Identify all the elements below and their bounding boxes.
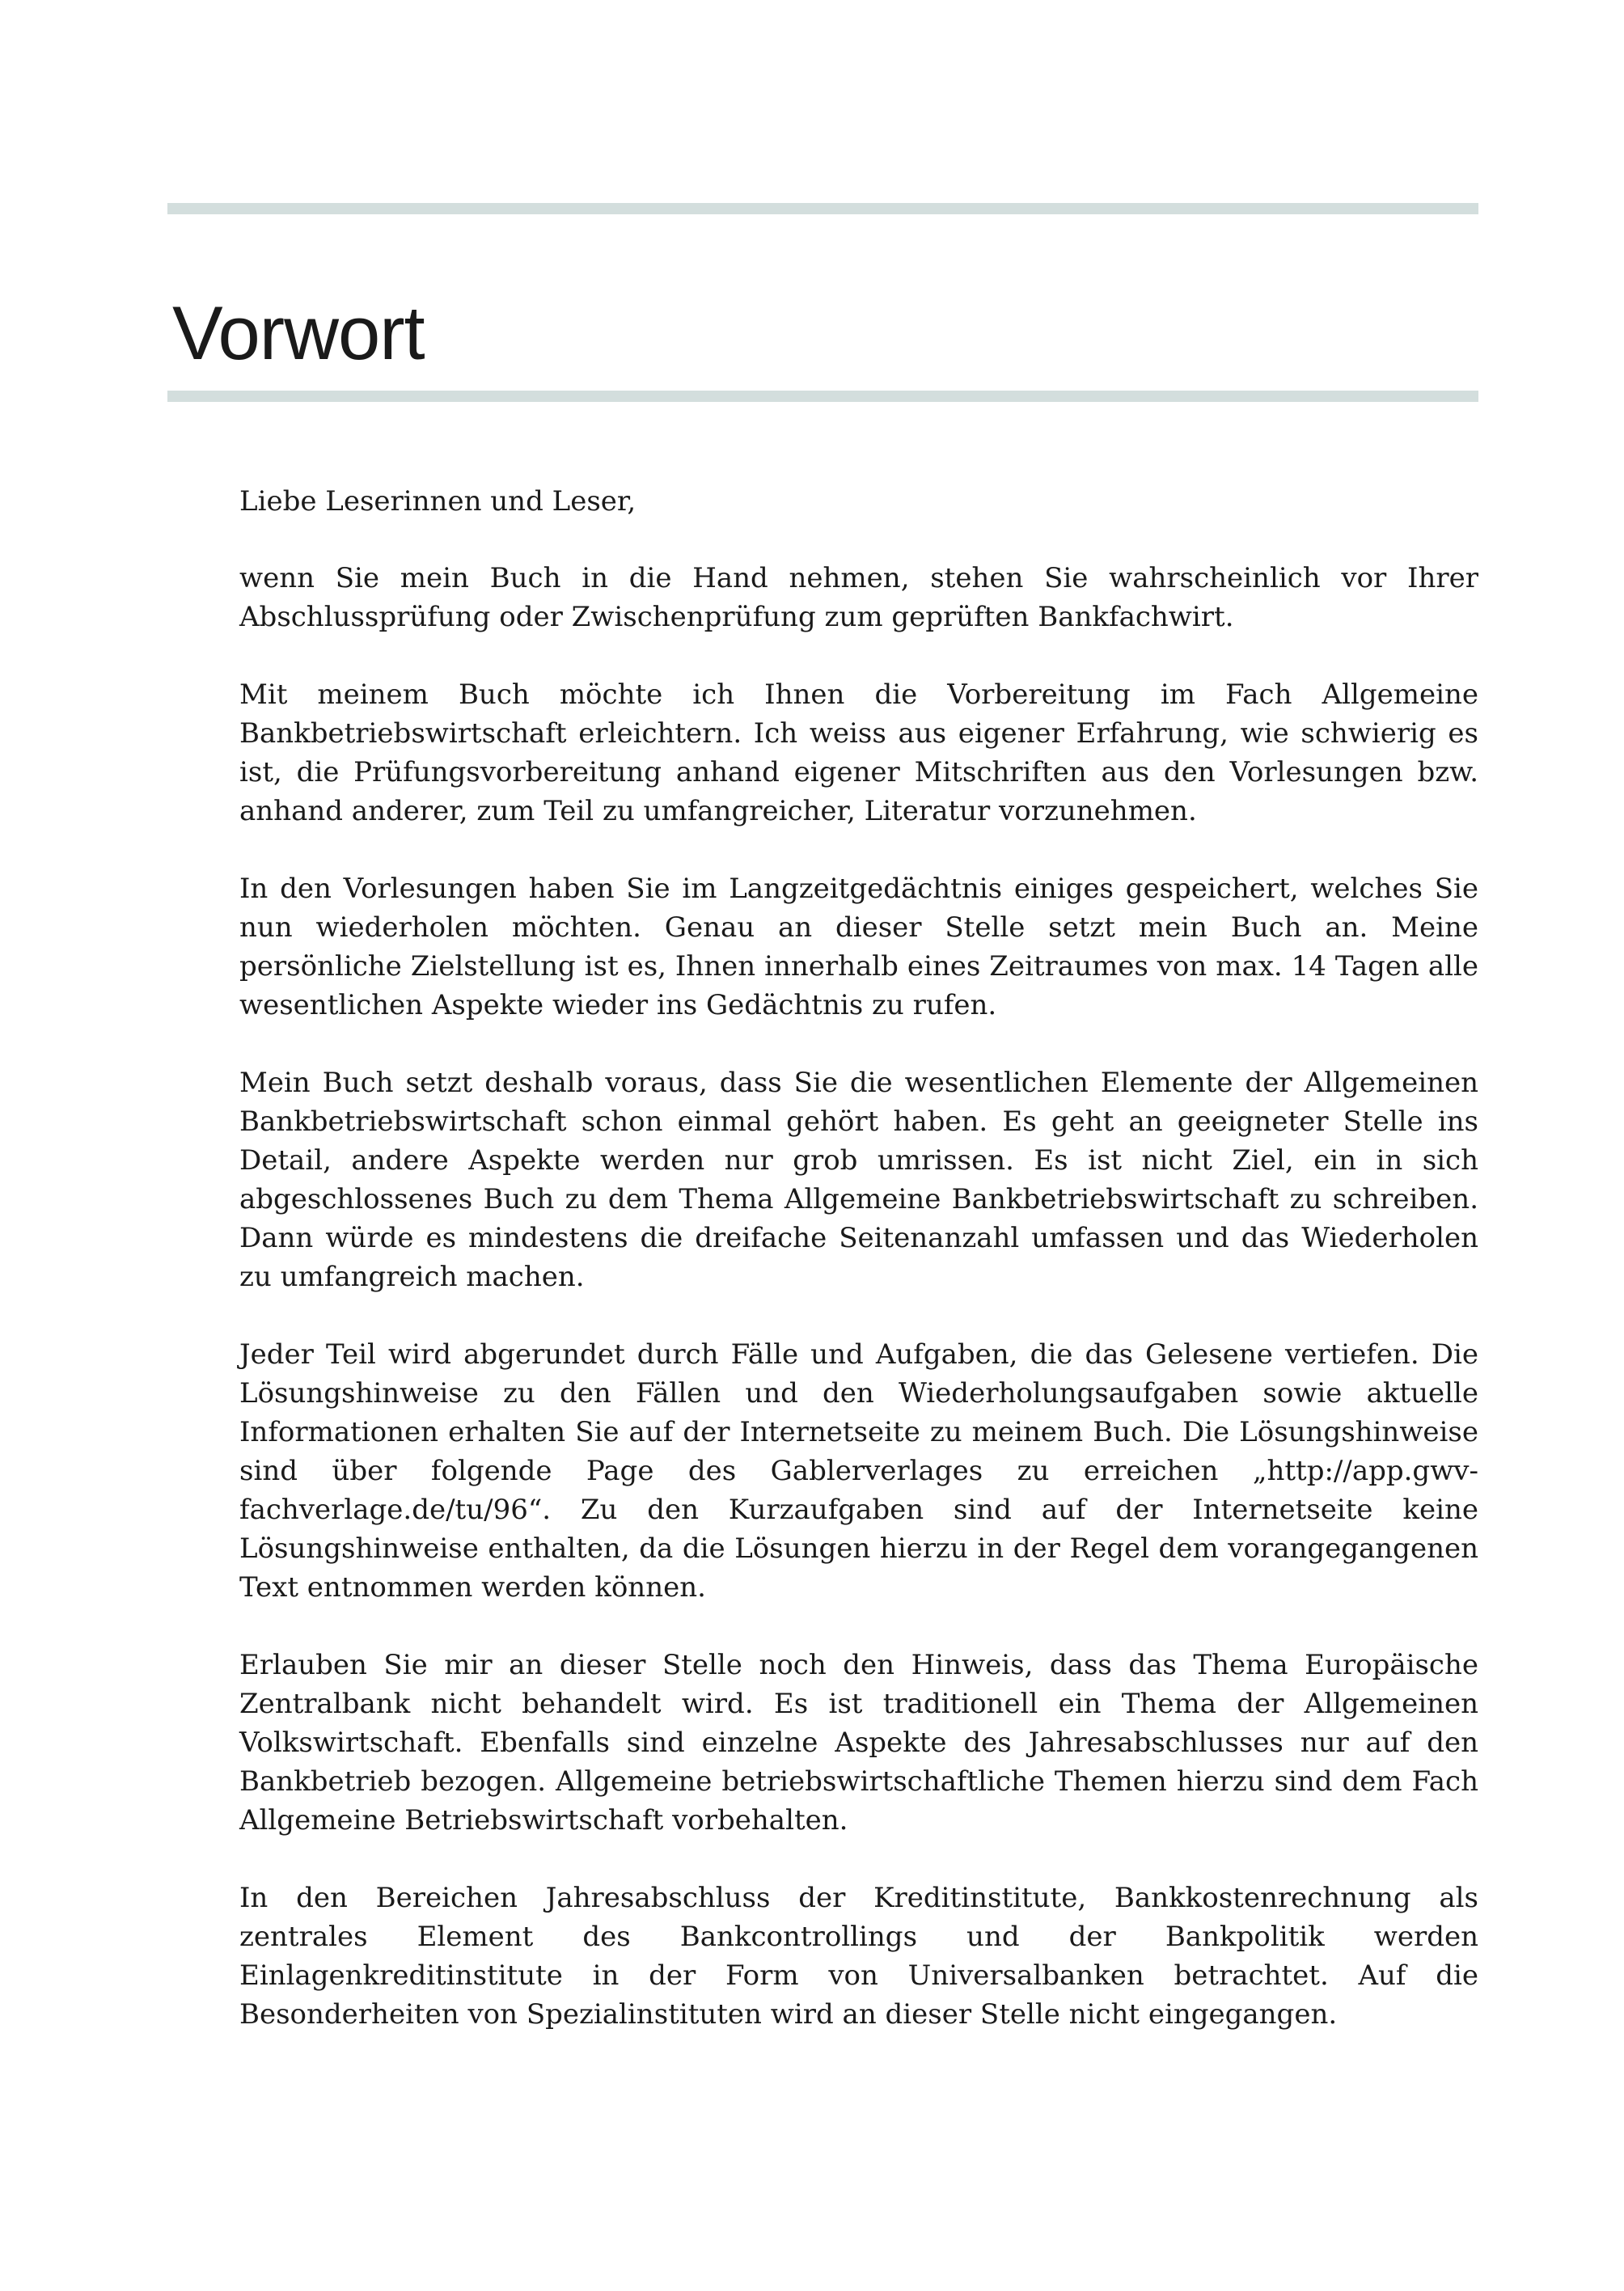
paragraph-5: Jeder Teil wird abgerundet durch Fälle und Aufgaben, die das Gelesene vertiefen. Die Lösungshinweise zu den Fällen und den Wiederholungsaufgaben sowie aktuelle Informationen erhalten Sie auf der Internetseite zu meinem Buch. Die Lösungshinweise sind über folgende Page des Gablerverlages zu erreichen „http://app.gwv-fachverlage.de/tu/96“. Zu den Kurzaufgaben sind auf der Internetseite keine Lösungshinweise enthalten, da die Lösungen hierzu in der Regel dem vorangegangenen Text entnommen werden können. bbox=[239, 1338, 1478, 1604]
paragraph-2: Mit meinem Buch möchte ich Ihnen die Vorbereitung im Fach Allgemeine Bankbetriebswirtschaft erleichtern. Ich weiss aus eigener Erfahrung, wie schwierig es ist, die Prüfungsvorbereitung anhand eigener Mitschriften aus den Vorlesungen bzw. anhand anderer, zum Teil zu umfangreicher, Literatur vorzunehmen. bbox=[239, 678, 1478, 827]
paragraph-4: Mein Buch setzt deshalb voraus, dass Sie die wesentlichen Elemente der Allgemeinen Bankbetriebswirtschaft schon einmal gehört haben. Es geht an geeigneter Stelle ins Detail, andere Aspekte werden nur grob umrissen. Es ist nicht Ziel, ein in sich abgeschlossenes Buch zu dem Thema Allgemeine Bankbetriebswirtschaft zu schreiben. Dann würde es mindestens die dreifache Seitenanzahl umfassen und das Wiederholen zu umfangreich machen. bbox=[239, 1067, 1478, 1293]
greeting-line: Liebe Leserinnen und Leser, bbox=[239, 485, 636, 518]
paragraph-6: Erlauben Sie mir an dieser Stelle noch den Hinweis, dass das Thema Europäische Zentralbank nicht behandelt wird. Es ist traditionell ein Thema der Allgemeinen Volkswirtschaft. Ebenfalls sind einzelne Aspekte des Jahresabschlusses nur auf den Bankbetrieb bezogen. Allgemeine betriebswirtschaftliche Themen hierzu sind dem Fach Allgemeine Betriebswirtschaft vorbehalten. bbox=[239, 1649, 1478, 1837]
title-underline-rule bbox=[167, 391, 1478, 402]
paragraph-3: In den Vorlesungen haben Sie im Langzeitgedächtnis einiges gespeichert, welches Sie nun wiederholen möchten. Genau an dieser Stelle setzt mein Buch an. Meine persönliche Zielstellung ist es, Ihnen innerhalb eines Zeitraumes von max. 14 Tagen alle wesentlichen Aspekte wieder ins Gedächtnis zu rufen. bbox=[239, 873, 1478, 1021]
paragraph-7: In den Bereichen Jahresabschluss der Kreditinstitute, Bankkostenrechnung als zentrales Element des Bankcontrollings und der Bankpolitik werden Einlagenkreditinstitute in der Form von Universalbanken betrachtet. Auf die Besonderheiten von Spezialinstituten wird an dieser Stelle nicht eingegangen. bbox=[239, 1882, 1478, 2031]
preface-body bbox=[239, 482, 1478, 2073]
page-title: Vorwort bbox=[172, 290, 425, 375]
top-divider-rule bbox=[167, 203, 1478, 214]
paragraph-1: wenn Sie mein Buch in die Hand nehmen, stehen Sie wahrscheinlich vor Ihrer Abschlussprüfung oder Zwischenprüfung zum geprüften Bankfachwirt. bbox=[239, 562, 1478, 633]
